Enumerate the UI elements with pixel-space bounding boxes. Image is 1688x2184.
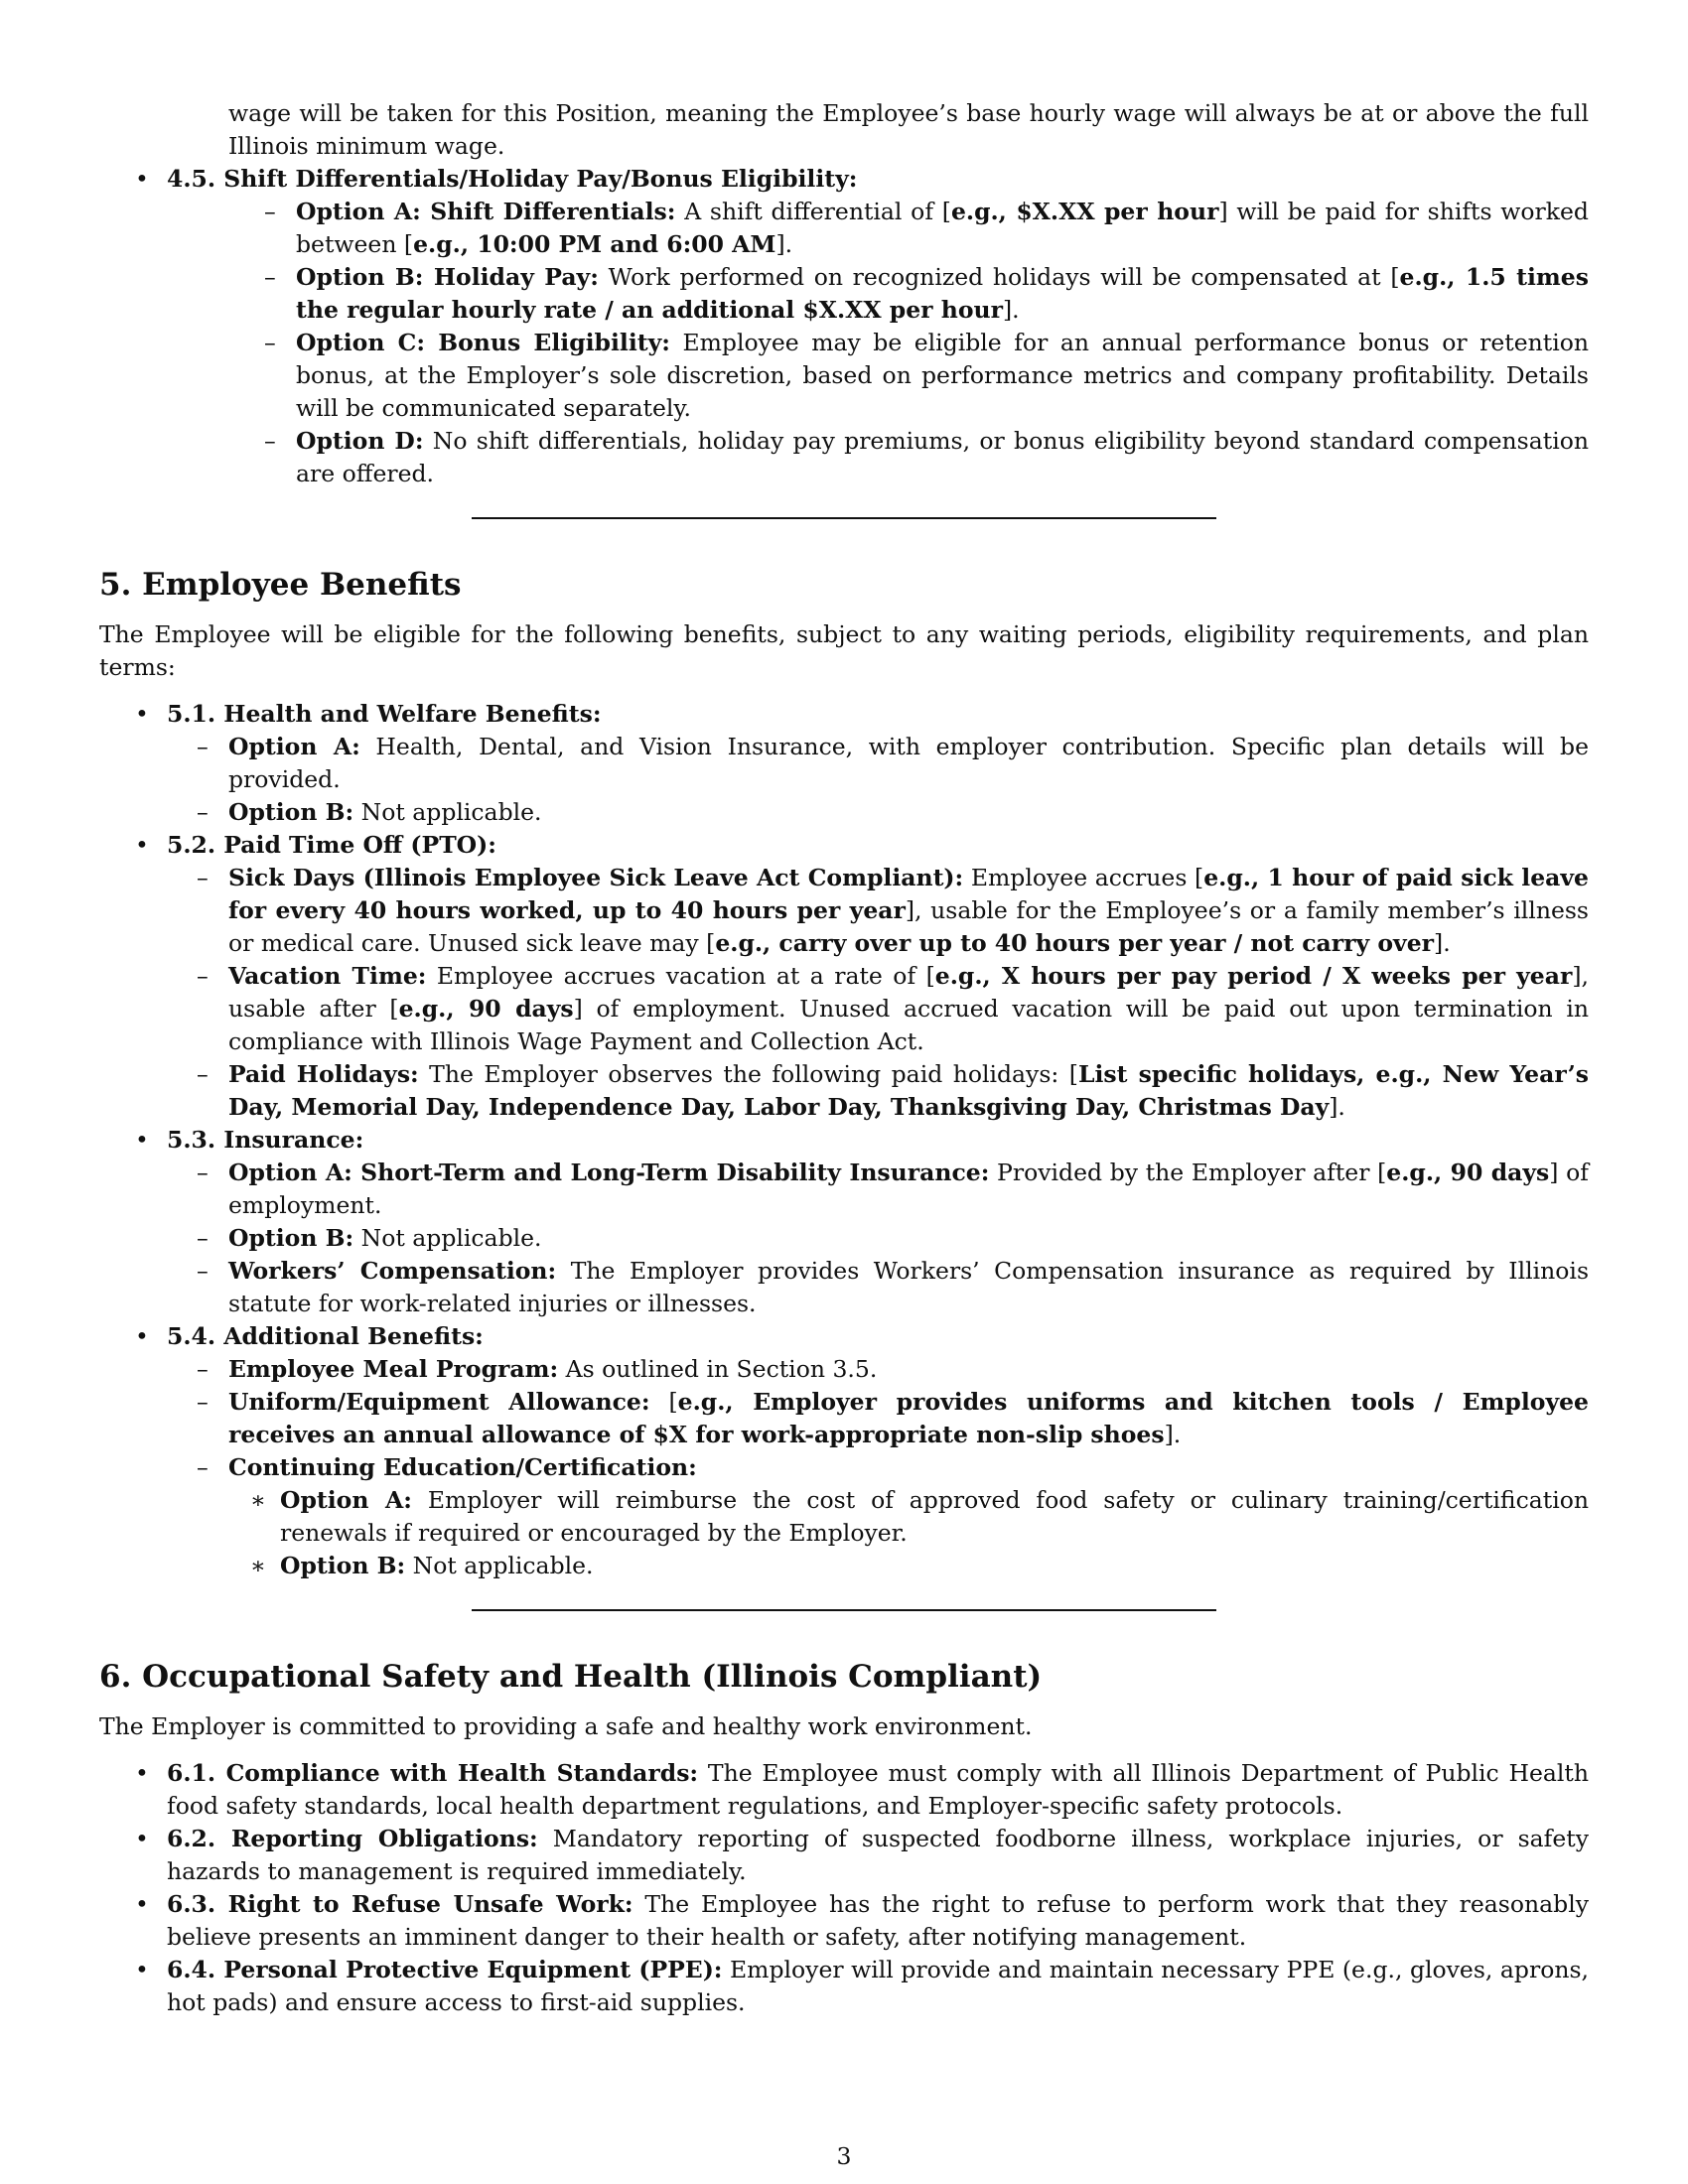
option-text: Not applicable. [353,1224,542,1252]
option-text: ] of employment. Unused accrued vacation will be paid out upon termination in compliance with Illinois Wage Payment and Collection Act. [228,995,1589,1055]
section-4-list [99,163,1589,490]
section-intro: The Employee will be eligible for the following benefits, subject to any waiting periods, eligibility requirements, and plan terms: [99,620,1589,681]
option-text: The Employer observes the following paid holidays: [ [418,1060,1078,1088]
item-label: 6.1. Compliance with Health Standards: [167,1759,699,1787]
dash-marker: – [197,1388,209,1416]
item-text: Mandatory reporting of suspected foodborne illness, workplace injuries, or safety hazards to management is required immediately. [167,1825,1590,1885]
subsection-heading: 5.4. Additional Benefits: [167,1322,484,1350]
option-text: Work performed on recognized holidays will be compensated at [ [598,263,1400,291]
option-label: Vacation Time: [228,962,427,990]
option-text: The Employer provides Workers’ Compensation insurance as required by Illinois statute for work-related injuries or illnesses. [228,1257,1590,1317]
option-label: Employee Meal Program: [228,1355,559,1383]
continuation-text: wage will be taken for this Position, meaning the Employee’s base hourly wage will always be at or above the full Illinois minimum wage. [228,99,1589,160]
item-text: The Employee must comply with all Illinois Department of Public Health food safety standards, local health department regulations, and Employer-specific safety protocols. [167,1759,1589,1820]
dash-marker: – [197,733,209,760]
option-label: Option D: [296,427,424,455]
bullet-marker: • [135,1825,149,1852]
section-divider [472,517,1216,519]
placeholder-text: e.g., Employer provides uniforms and kitchen tools / Employee receives an annual allowance of $X for work-appropriate non-slip shoes [228,1388,1589,1448]
item-text: Employer will provide and maintain necessary PPE (e.g., gloves, aprons, hot pads) and ensure access to first-aid supplies. [167,1956,1590,2016]
continuation-paragraph [228,97,1589,163]
option-text: No shift differentials, holiday pay premiums, or bonus eligibility beyond standard compensation are offered. [296,427,1589,487]
option-text: ]. [775,230,793,258]
bullet-marker: • [135,1956,149,1983]
list-item [228,1484,1589,1550]
bullet-marker: • [135,1890,149,1918]
bullet-marker: • [135,1322,149,1350]
option-label: Workers’ Compensation: [228,1257,557,1285]
list-item [167,731,1589,796]
section-divider [472,1609,1216,1611]
dash-marker: – [197,1453,209,1481]
dash-marker: – [197,1060,209,1088]
option-label: Paid Holidays: [228,1060,419,1088]
option-label: Uniform/Equipment Allowance: [228,1388,650,1416]
option-text: ], usable for the Employee’s or a family member’s illness or medical care. Unused sick leave may [ [228,896,1589,957]
list-item [167,1058,1589,1124]
placeholder-text: List specific holidays, e.g., New Year’s Day, Memorial Day, Independence Day, Labor Day, Thanksgiving Day, Christmas Day [228,1060,1589,1121]
list-item [167,796,1589,829]
list-item [167,1255,1589,1320]
placeholder-text: e.g., 1.5 times the regular hourly rate / an additional $X.XX per hour [296,263,1589,324]
list-item [99,163,1589,490]
section-intro: The Employer is committed to providing a safe and healthy work environment. [99,1712,1033,1740]
option-text: [ [649,1388,678,1416]
placeholder-text: e.g., X hours per pay period / X weeks per year [934,962,1573,990]
dash-marker: – [197,1355,209,1383]
star-marker: ∗ [250,1552,266,1579]
list-item [234,327,1589,425]
page-number: 3 [836,2142,852,2170]
dash-marker: – [264,198,276,225]
placeholder-text: e.g., 90 days [1386,1159,1550,1186]
bullet-marker: • [135,700,149,728]
option-text: ] will be paid for shifts worked between [ [296,198,1589,258]
dash-marker: – [264,263,276,291]
section-5-list [99,698,1589,1582]
option-text: ] of employment. [228,1159,1589,1219]
dash-marker: – [197,1159,209,1186]
dash-marker: – [197,1224,209,1252]
dash-marker: – [197,798,209,826]
list-item [99,829,1589,1124]
placeholder-text: e.g., $X.XX per hour [950,198,1219,225]
list-item [228,1550,1589,1582]
subsection-heading: 5.2. Paid Time Off (PTO): [167,831,496,859]
option-text: As outlined in Section 3.5. [558,1355,878,1383]
subsection-heading: 5.3. Insurance: [167,1126,364,1154]
placeholder-text: e.g., carry over up to 40 hours per year / not carry over [715,929,1435,957]
option-label: Option B: [280,1552,406,1579]
list-item [167,862,1589,960]
bullet-marker: • [135,1759,149,1787]
star-marker: ∗ [250,1486,266,1514]
option-text: ]. [1329,1093,1345,1121]
option-text: ], usable after [ [228,962,1589,1023]
document-page [99,97,1589,2019]
list-item [99,1888,1589,1954]
subsection-heading: 4.5. Shift Differentials/Holiday Pay/Bonus Eligibility: [167,165,858,193]
option-label: Sick Days (Illinois Employee Sick Leave Act Compliant): [228,864,964,891]
option-label: Option A: [280,1486,412,1514]
option-text: Employer will reimburse the cost of approved food safety or culinary training/certification renewals if required or encouraged by the Employer. [280,1486,1589,1547]
placeholder-text: e.g., 10:00 PM and 6:00 AM [413,230,776,258]
list-item [234,261,1589,327]
dash-marker: – [197,1257,209,1285]
item-text: The Employee has the right to refuse to perform work that they reasonably believe presents an imminent danger to their health or safety, after notifying management. [167,1890,1589,1951]
option-text: Employee accrues [ [963,864,1204,891]
subsection-heading: 5.1. Health and Welfare Benefits: [167,700,602,728]
section-6-list [99,1757,1589,2019]
item-label: 6.4. Personal Protective Equipment (PPE): [167,1956,723,1983]
list-item [167,1353,1589,1386]
option-label: Continuing Education/Certification: [228,1453,697,1481]
placeholder-text: e.g., 90 days [398,995,574,1023]
option-text: Provided by the Employer after [ [989,1159,1387,1186]
option-label: Option A: [228,733,360,760]
option-text: ]. [1164,1421,1182,1448]
list-item [234,196,1589,261]
option-text: Not applicable. [405,1552,594,1579]
option-text: Not applicable. [353,798,542,826]
dash-marker: – [197,962,209,990]
section-heading: 6. Occupational Safety and Health (Illinois Compliant) [99,1659,1043,1695]
list-item [167,1222,1589,1255]
option-label: Option B: Holiday Pay: [296,263,599,291]
section-heading: 5. Employee Benefits [99,567,462,603]
list-item [167,1157,1589,1222]
list-item [167,1451,1589,1582]
bullet-marker: • [135,165,149,193]
option-text: ]. [1002,296,1020,324]
item-label: 6.3. Right to Refuse Unsafe Work: [167,1890,633,1918]
option-label: Option C: Bonus Eligibility: [296,329,670,356]
list-item [167,1386,1589,1451]
list-item [99,1954,1589,2019]
list-item [99,1823,1589,1888]
list-item [167,960,1589,1058]
option-label: Option A: Shift Differentials: [296,198,676,225]
option-label: Option B: [228,1224,354,1252]
option-label: Option B: [228,798,354,826]
dash-marker: – [264,427,276,455]
bullet-marker: • [135,831,149,859]
option-text: ]. [1434,929,1451,957]
option-text: A shift differential of [ [675,198,951,225]
list-item [99,1757,1589,1823]
dash-marker: – [264,329,276,356]
list-item [99,1320,1589,1582]
dash-marker: – [197,864,209,891]
bullet-marker: • [135,1126,149,1154]
list-item [234,425,1589,490]
list-item [99,698,1589,829]
placeholder-text: e.g., 1 hour of paid sick leave for every 40 hours worked, up to 40 hours per year [228,864,1590,924]
list-item [99,1124,1589,1320]
option-text: Employee accrues vacation at a rate of [ [426,962,935,990]
option-text: Employee may be eligible for an annual performance bonus or retention bonus, at the Employer’s sole discretion, based on performance metrics and company profitability. Details will be communicated separately. [296,329,1589,422]
option-label: Option A: Short-Term and Long-Term Disability Insurance: [228,1159,990,1186]
item-label: 6.2. Reporting Obligations: [167,1825,538,1852]
option-text: Health, Dental, and Vision Insurance, with employer contribution. Specific plan details will be provided. [228,733,1589,793]
